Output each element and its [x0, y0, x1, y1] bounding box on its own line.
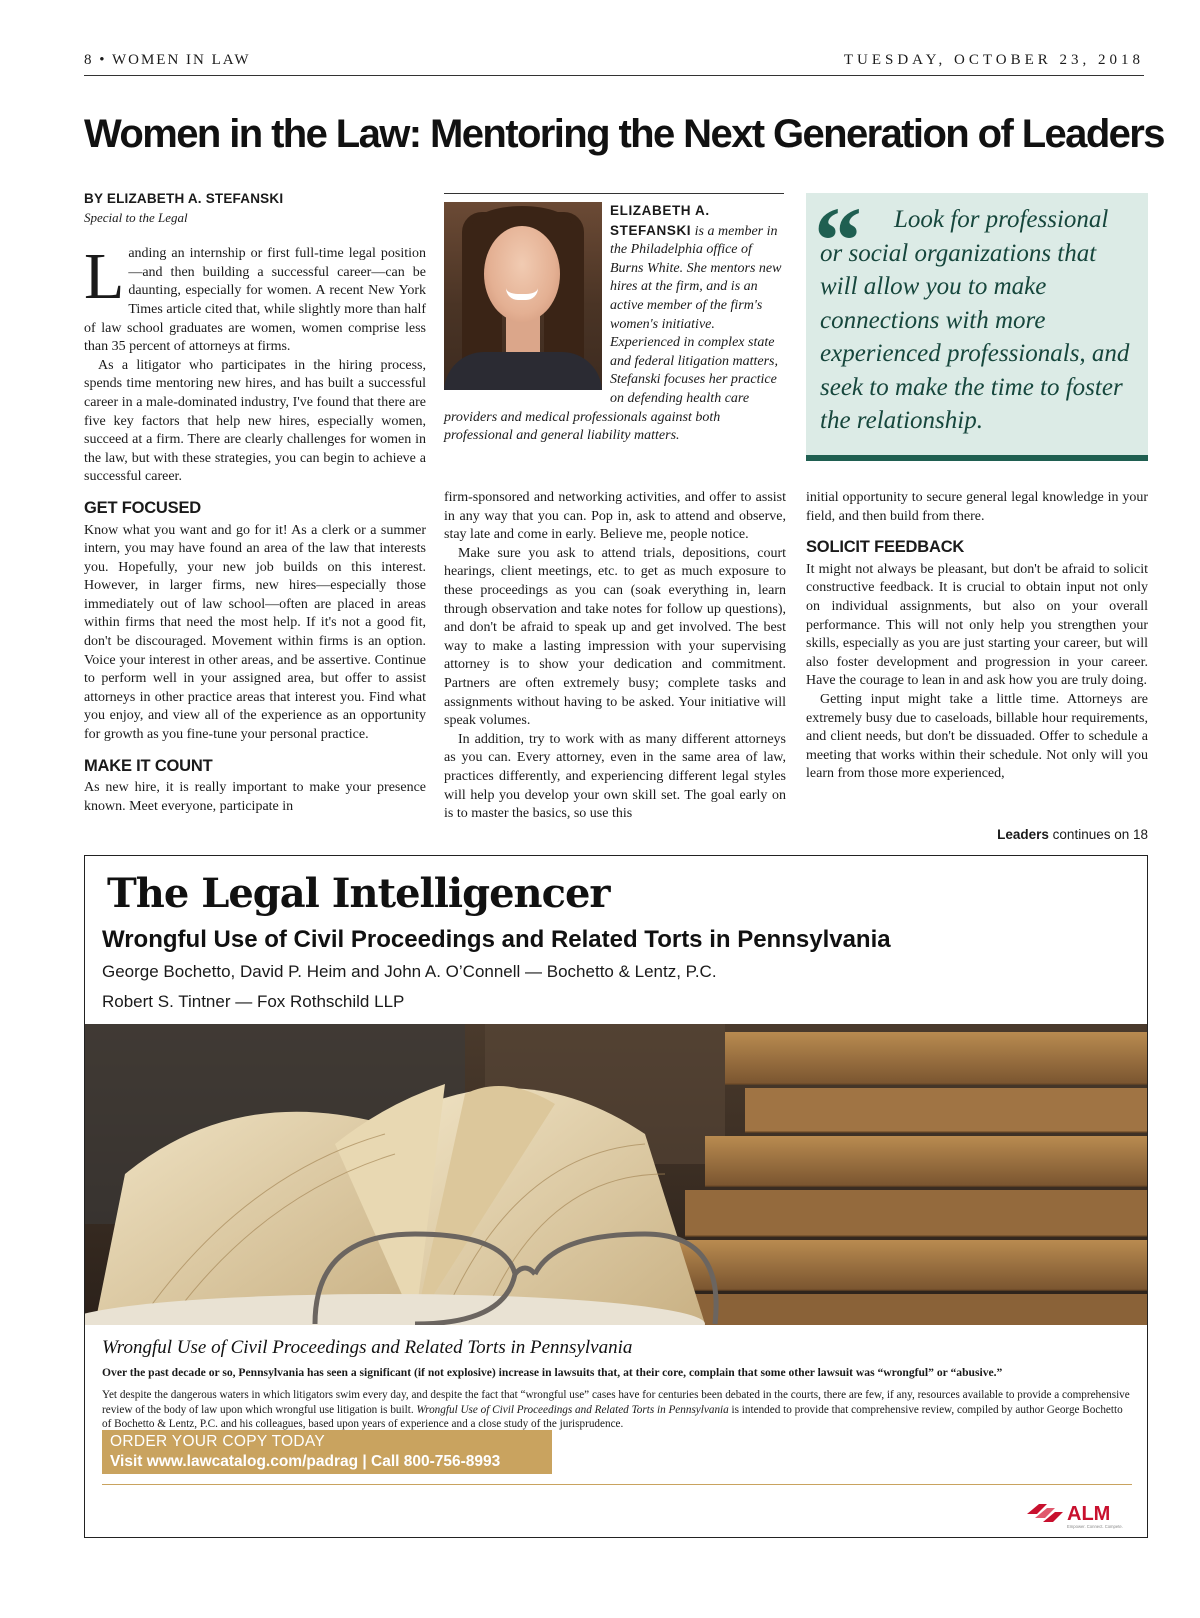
issue-date: TUESDAY, OCTOBER 23, 2018: [843, 52, 1144, 68]
paragraph: It might not always be pleasant, but don't be afraid to solicit constructive feedback. It is crucial to obtain input not only on individual assignments, but also on your overall performance. This will not only help you strengthen your skills, especially as you are just starting your career, but will also foster development and progression in your career. Have the courage to lean in and ask how you are truly doing.: [806, 561, 1148, 689]
pull-quote: [806, 187, 1148, 461]
byline: BY ELIZABETH A. STEFANSKI: [84, 191, 284, 206]
column-1: [84, 190, 426, 816]
ad-body-italic: Wrongful Use of Civil Proceedings and Related Torts in Pennsylvania: [416, 1403, 729, 1416]
quote-mark-icon: “: [814, 187, 862, 294]
drop-cap: L: [84, 240, 125, 314]
ad-body-part: is intended to provide that comprehensive review, compiled by author George Bochetto of Bochetto & Lentz, P.C. and his colleagues, based upon years of experience and a close study of the jurisprudence.: [102, 1403, 1123, 1430]
continuation-note: [997, 827, 1148, 842]
subhead-make-it-count: MAKE IT COUNT: [84, 756, 213, 775]
paragraph: As a litigator who participates in the hiring process, spends time mentoring new hires, and has built a successful career in a male-dominated industry, I've found that there are five key factors that help new hires, especially women, succeed at a firm. There are clearly challenges for women in the law, but with these strategies, you can begin to achieve a successful career.: [84, 357, 426, 485]
author-bio: [444, 193, 784, 446]
column-2: [444, 489, 786, 824]
continuation-text: continues on 18: [1048, 827, 1148, 842]
ad-title: Wrongful Use of Civil Proceedings and Related Torts in Pennsylvania: [102, 926, 891, 953]
paragraph: Getting input might take a little time. Attorneys are extremely busy due to caseloads, billable hour requirements, and client needs, but don't be dissuaded. Offer to schedule a meeting that works within their schedule. Not only will you learn from those more experienced,: [806, 691, 1148, 782]
paragraph: Know what you want and go for it! As a clerk or a summer intern, you may have found an area of the law that interests you. Hopefully, your new job builds on this interest. However, in larger firms, new hires—especially those immediately out of law school—often are placed in areas within firms that need the most help. If it's not a good fit, don't be discouraged. Movement within firms is an option. Voice your interest in other areas, and be assertive. Continue to perform well in your assigned area, but offer to assist attorneys in other practice areas that interest you. Find what you enjoy, and view all of the experience as an opportunity for growth as you fine-tune your personal practice.: [84, 522, 426, 743]
ad-divider: [102, 1484, 1132, 1485]
subhead-solicit-feedback: SOLICIT FEEDBACK: [806, 538, 965, 557]
ad-body-part: Yet despite the dangerous waters in which litigators swim every day, and despite the fact that “wrongful use” cases have for centuries been debated in the courts, there are few, if any, resources available to provide a comprehensive review of the body of law upon which wrongful use litigation is built.: [102, 1389, 1130, 1416]
book-advertisement: [84, 855, 1148, 1538]
ad-lead-text: Over the past decade or so, Pennsylvania has seen a significant (if not explosive) increase in lawsuits that, at their core, complain that some other lawsuit was “wrongful” or “abusive.”: [102, 1366, 1003, 1379]
alm-logo: [1025, 1496, 1135, 1530]
continuation-keyword: Leaders: [997, 827, 1049, 842]
legal-intelligencer-logo: The Legal Intelligencer: [107, 870, 610, 917]
paragraph: In addition, try to work with as many different attorneys as you can. Every attorney, even in the same area of law, practices differently, and experiencing different legal styles will help you develop your own skill set. The goal early on is to master the basics, so use this: [444, 731, 786, 822]
paragraph: As new hire, it is really important to make your presence known. Meet everyone, participate in: [84, 780, 426, 814]
running-header: [84, 52, 1144, 76]
order-heading: ORDER YOUR COPY TODAY: [110, 1433, 326, 1450]
ad-authors-line-2: Robert S. Tintner — Fox Rothschild LLP: [102, 992, 405, 1011]
byline-affiliation: Special to the Legal: [84, 209, 188, 225]
alm-tagline: Empower. Connect. Compete.: [1067, 1524, 1123, 1529]
ad-book-name: Wrongful Use of Civil Proceedings and Related Torts in Pennsylvania: [102, 1337, 633, 1358]
subhead-get-focused: GET FOCUSED: [84, 498, 201, 517]
alm-logo-text: ALM: [1067, 1503, 1111, 1525]
bio-text: is a member in the Philadelphia office of Burns White. She mentors new hires at the firm, and is an active member of the firm's women's initiative. Experienced in complex state and federal litigation matters, Stefanski focuses her practice on defending health care providers and medical professionals against both professional and general liability matters.: [444, 223, 782, 444]
ad-authors-line-1: George Bochetto, David P. Heim and John A. O’Connell — Bochetto & Lentz, P.C.: [102, 962, 717, 981]
article-headline: Women in the Law: Mentoring the Next Generation of Leaders: [84, 112, 1164, 156]
page-section-label: 8 • WOMEN IN LAW: [84, 52, 251, 68]
paragraph: initial opportunity to secure general legal knowledge in your field, and then build from there.: [806, 490, 1148, 524]
author-photo: [444, 202, 602, 390]
lead-paragraph-text: anding an internship or first full-time legal position—and then building a successful career—can be daunting, especially for women. A recent New York Times article cited that, while slightly more than half of law school graduates are women, women comprise less than 35 percent of attorneys at firms.: [84, 246, 426, 355]
paragraph: firm-sponsored and networking activities, and offer to assist in any way that you can. Pop in, ask to attend and observe, stay late and come in early. Believe me, people notice.: [444, 490, 786, 543]
order-contact[interactable]: Visit www.lawcatalog.com/padrag | Call 800-756-8993: [110, 1453, 501, 1470]
pull-quote-text: Look for professional or social organizations that will allow you to make connections with more experienced professionals, and seek to make the time to foster the relationship.: [820, 206, 1130, 434]
column-3: [806, 489, 1148, 784]
books-and-glasses-image: [85, 1024, 1148, 1325]
bio-name: ELIZABETH A. STEFANSKI: [610, 203, 710, 238]
paragraph: Make sure you ask to attend trials, depositions, court hearings, client meetings, etc. to get as much exposure to these proceedings as you can (soak everything in, learn through observation and take notes for follow up questions), and don't be afraid to speak up and get involved. The best way to make a lasting impression with your supervising attorney is to show your dedication and commitment. Partners are often extremely busy; complete tasks and assignments without having to be asked. Your initiative will speak volumes.: [444, 545, 786, 729]
order-banner[interactable]: [102, 1430, 552, 1474]
lead-paragraph: [84, 240, 426, 357]
ad-body-text: [102, 1388, 1132, 1432]
